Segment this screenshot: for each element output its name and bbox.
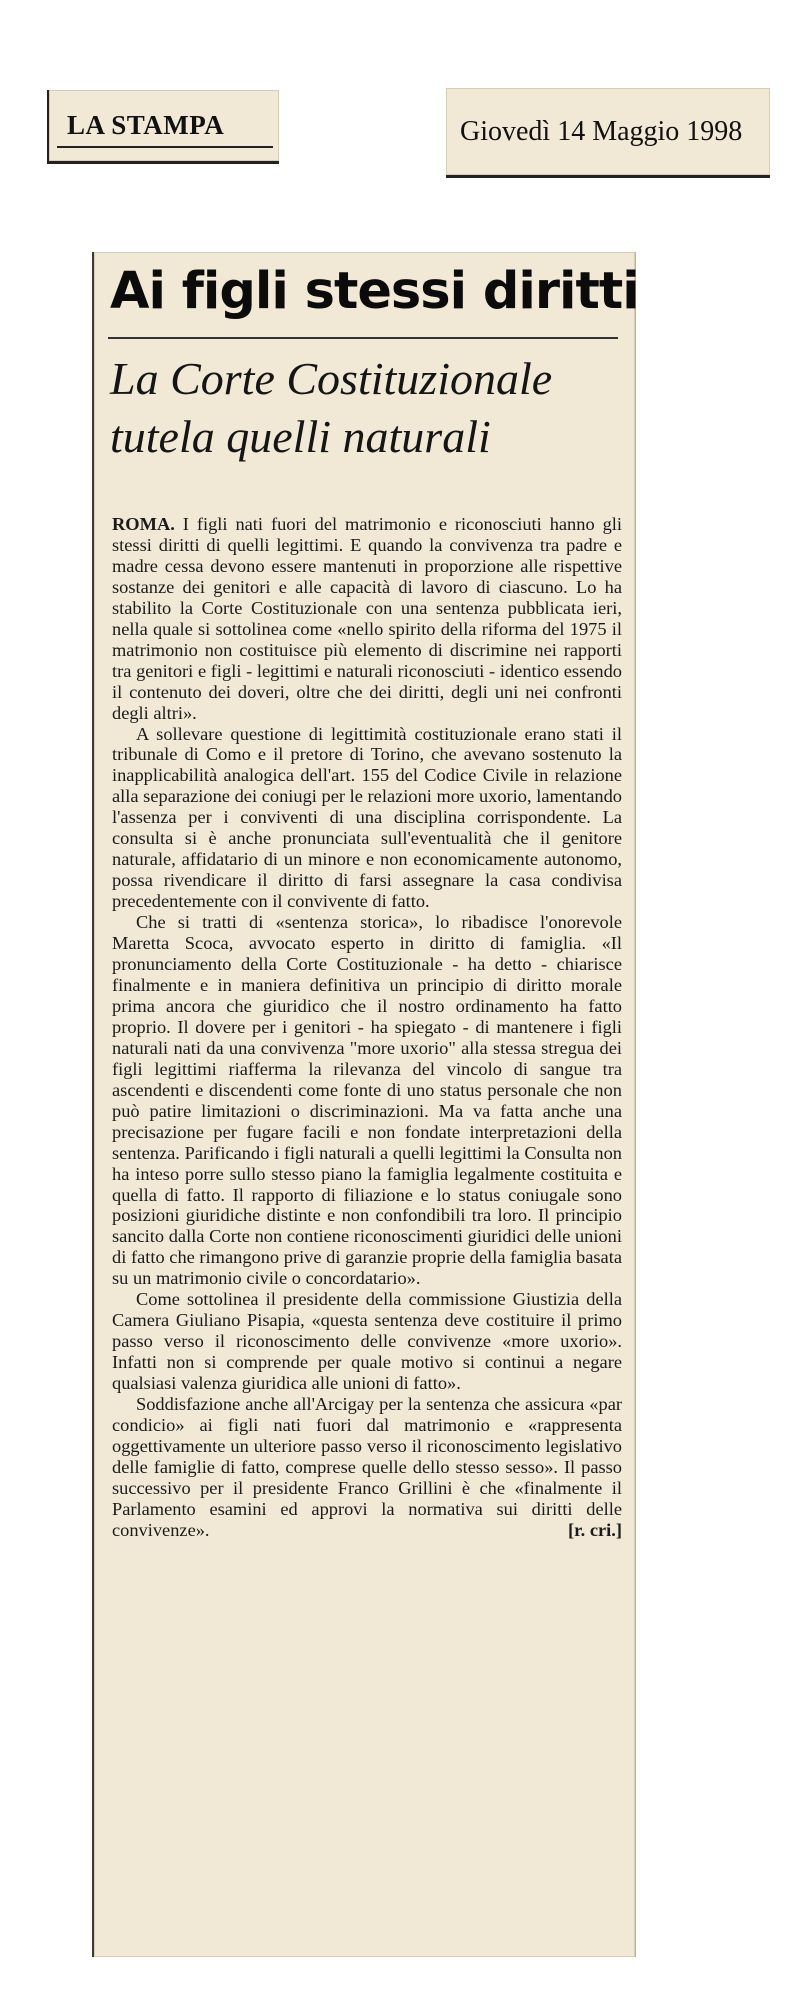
publication-date: Giovedì 14 Maggio 1998 [460, 116, 743, 147]
newspaper-name: LA STAMPA [67, 110, 225, 140]
masthead-clipping [47, 90, 279, 164]
date-clipping [446, 88, 770, 178]
author-signature: [r. cri.] [568, 1519, 622, 1540]
masthead-rule [57, 146, 273, 148]
paragraph-2: A sollevare questione di legittimità costituzionale erano stati il tribunale di Como e il pretore di Torino, che avevano sostenuto la inapplicabilità analogica dell'art. 155 del Codice Civile in relazione alla separazione dei coniugi per le relazioni more uxorio, lamentando l'assenza per i conviventi di una disciplina corrispondente. La consulta si è anche pronunciata sull'eventualità che il genitore naturale, affidatario di un minore e non economicamente autonomo, possa rivendicare il diritto di farsi assegnare la casa condivisa precedentemente con il convivente di fatto. [112, 723, 622, 912]
paragraph-5 [112, 1394, 622, 1541]
headline-rule [108, 337, 618, 339]
dateline: ROMA. [112, 514, 175, 534]
paragraph-1 [112, 514, 622, 724]
headline: Ai figli stessi diritti [110, 262, 639, 321]
article-clipping [92, 252, 639, 1957]
paragraph-4: Come sottolinea il presidente della commissione Giustizia della Camera Giuliano Pisapia, «questa sentenza deve costituire il primo passo verso il riconoscimento delle convivenze «more uxorio». Infatti non si comprende per quale motivo si continui a negare qualsiasi valenza giuridica alle unioni di fatto». [112, 1289, 622, 1394]
subheadline-line-1: La Corte Costituzionale [110, 353, 553, 404]
article-body [112, 514, 622, 1541]
paragraph-3: Che si tratti di «sentenza storica», lo ribadisce l'onorevole Maretta Scoca, avvocato esperto in diritto di famiglia. «Il pronunciamento della Corte Costituzionale - ha detto - chiarisce finalmente e in maniera definitiva un principio di diritto morale prima ancora che giuridico che il nostro ordinamento ha fatto proprio. Il dovere per i genitori - ha spiegato - di mantenere i figli naturali nati da una convivenza "more uxorio" alla stessa stregua dei figli legittimi riafferma la rilevanza del vincolo di sangue tra ascendenti e discendenti come fonte di uno status personale che non può patire limitazioni o discriminazioni. Ma va fatta anche una precisazione per fugare facili e non fondate interpretazioni della sentenza. Parificando i figli naturali a quelli legittimi la Consulta non ha inteso porre sullo stesso piano la famiglia legalmente costituita e quella di fatto. Il rapporto di filiazione e lo status coniugale sono posizioni giuridiche distinte e non confondibili tra loro. Il principio sancito dalla Corte non contiene riconoscimenti giuridici delle unioni di fatto che rimangono prive di garanzie proprie della famiglia basata su un matrimonio civile o concordatario». [112, 912, 622, 1289]
paragraph-1-text: I figli nati fuori del matrimonio e riconosciuti hanno gli stessi diritti di quelli legittimi. E quando la convivenza tra padre e madre cessa devono essere mantenuti in proporzione alle rispettive sostanze dei genitori e alle capacità di lavoro di ciascuno. Lo ha stabilito la Corte Costituzionale con una sentenza pubblicata ieri, nella quale si sottolinea come «nello spirito della riforma del 1975 il matrimonio non costituisce più elemento di discrimine nei rapporti tra genitori e figli - legittimi e naturali riconosciuti - identico essendo il contenuto dei doveri, oltre che dei diritti, degli uni nei confronti degli altri». [112, 514, 622, 723]
paragraph-5-text: Soddisfazione anche all'Arcigay per la sentenza che assicura «par condicio» ai figli nati fuori dal matrimonio e «rappresenta oggettivamente un ulteriore passo verso il riconoscimento legislativo delle famiglie di fatto, comprese quelle dello stesso sesso». Il passo successivo per il presidente Franco Grillini è che «finalmente il Parlamento esamini ed approvi la normativa sui diritti delle convivenze». [112, 1394, 622, 1540]
subheadline [110, 350, 630, 466]
subheadline-line-2: tutela quelli naturali [110, 411, 491, 462]
